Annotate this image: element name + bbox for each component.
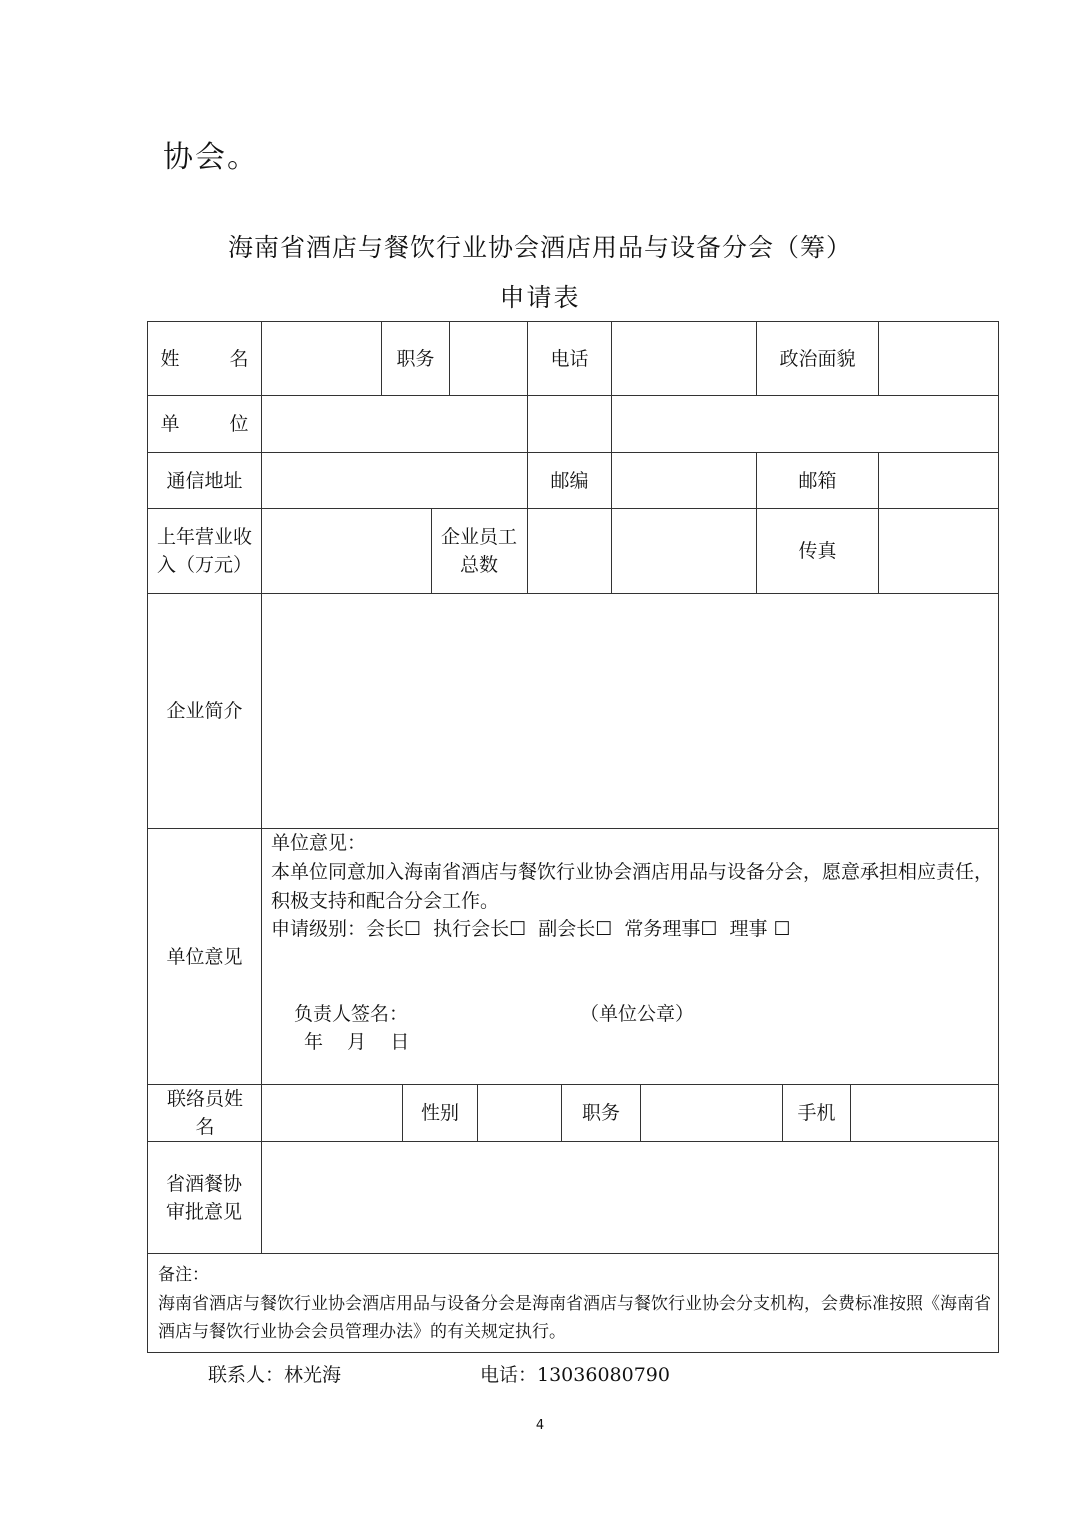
address-label: 通信地址: [166, 469, 243, 492]
unit-field[interactable]: [262, 396, 998, 452]
phone-field[interactable]: [612, 322, 756, 395]
email-field[interactable]: [879, 453, 998, 508]
revenue-field[interactable]: [262, 509, 431, 593]
page-number: 4: [535, 1418, 545, 1433]
date-label: 年 月 日: [304, 1031, 410, 1053]
contact-position-field[interactable]: [641, 1085, 782, 1141]
revenue-label: 上年营业收入（万元）: [156, 526, 252, 576]
staff-count-label: 企业员工总数: [440, 526, 517, 576]
name-field[interactable]: [262, 322, 381, 395]
mobile-field[interactable]: [851, 1085, 998, 1141]
position-label: 职务: [396, 347, 435, 370]
staff-count-field[interactable]: [528, 509, 611, 593]
fax-field[interactable]: [879, 509, 998, 593]
approval-field[interactable]: [262, 1142, 998, 1253]
remarks-heading: 备注：: [158, 1265, 209, 1285]
phone-label: 电话: [550, 347, 589, 370]
contact-name-label: 联络员姓 名: [166, 1088, 243, 1138]
email-label: 邮箱: [798, 469, 837, 492]
opinion-label: 单位意见: [166, 945, 243, 968]
fax-label: 传真: [798, 540, 837, 562]
postcode-field[interactable]: [612, 453, 756, 508]
contact-name-field[interactable]: [262, 1085, 402, 1141]
application-level: 申请级别：会长☐ 执行会长☐ 副会长☐ 常务理事☐ 理事 ☐: [271, 918, 791, 940]
approval-label: 省酒餐协审批意见: [165, 1172, 242, 1223]
position-field[interactable]: [450, 322, 527, 395]
contact-phone: 电话：13036080790: [480, 1364, 670, 1386]
contact-position-label: 职务: [581, 1102, 620, 1124]
gender-field[interactable]: [478, 1085, 561, 1141]
gender-label: 性别: [420, 1102, 459, 1124]
signature-label: 负责人签名：: [294, 1003, 409, 1025]
mobile-label: 手机: [797, 1102, 836, 1124]
opinion-heading: 单位意见：: [271, 832, 367, 854]
profile-field[interactable]: [262, 594, 998, 828]
seal-label: （单位公章）: [580, 1003, 695, 1025]
staff-count-extra-field[interactable]: [612, 509, 756, 593]
contact-person: 联系人：林光海: [208, 1364, 342, 1386]
unit-label: 单 位: [160, 413, 271, 435]
postcode-label: 邮编: [550, 469, 589, 492]
profile-label: 企业简介: [166, 700, 243, 722]
remarks-text: 海南省酒店与餐饮行业协会酒店用品与设备分会是海南省酒店与餐饮行业协会分支机构，会费标准按照《海南省酒店与餐饮行业协会会员管理办法》的有关规定执行。: [158, 1294, 991, 1342]
opinion-text: 本单位同意加入海南省酒店与餐饮行业协会酒店用品与设备分会，愿意承担相应责任，积极支持和配合分会工作。: [271, 861, 994, 912]
form-subtitle: 申请表: [499, 283, 581, 312]
form-title: 海南省酒店与餐饮行业协会酒店用品与设备分会（筹）: [227, 233, 852, 262]
address-field[interactable]: [262, 453, 527, 508]
political-status-label: 政治面貌: [779, 347, 856, 370]
name-label: 姓 名: [160, 347, 271, 370]
political-status-field[interactable]: [879, 322, 998, 395]
lead-text: 协会。: [163, 140, 259, 175]
